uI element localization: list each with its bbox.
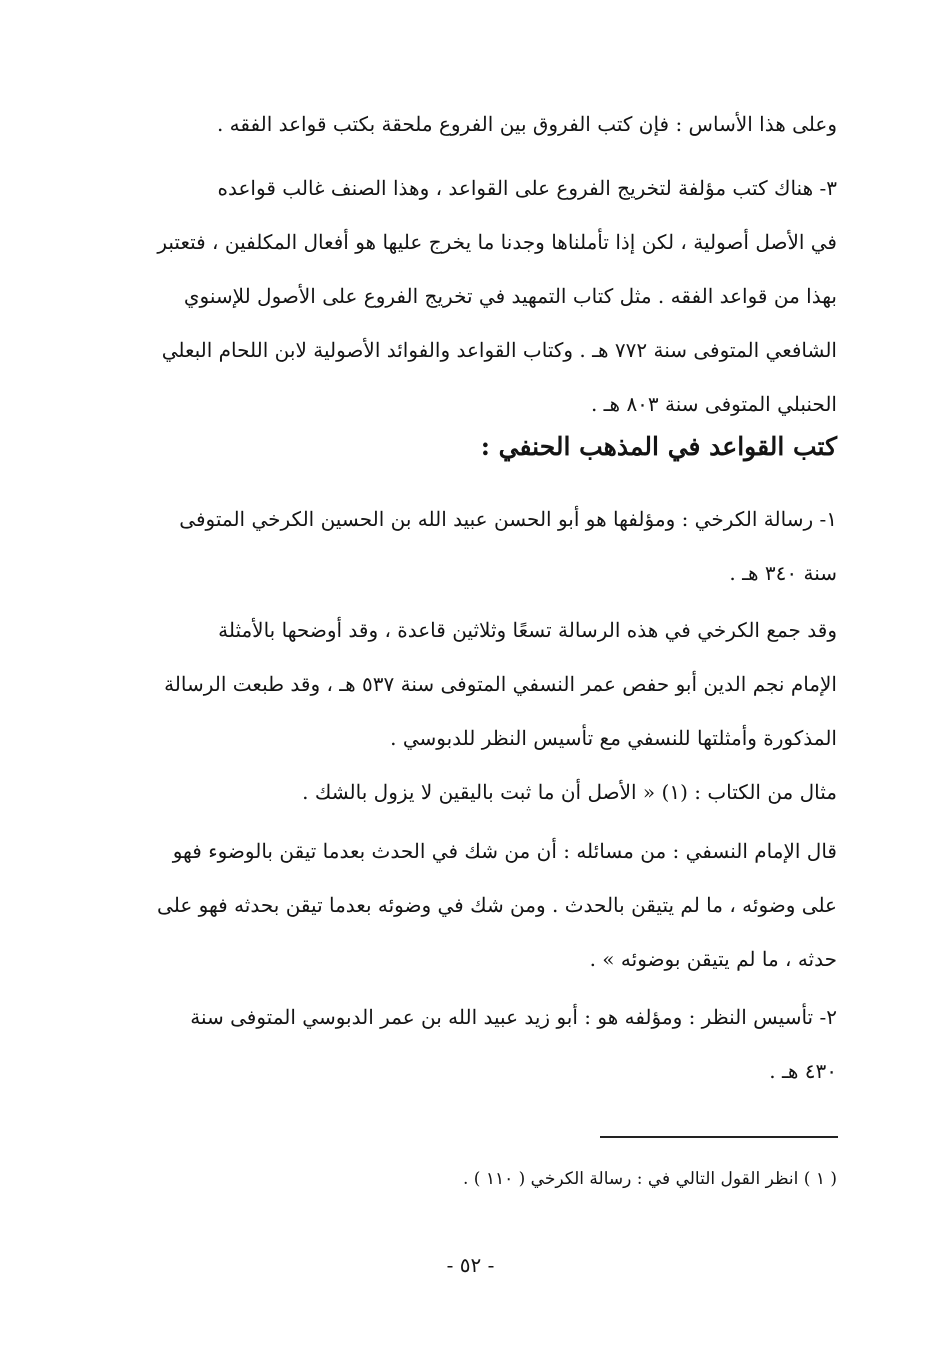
paragraph-tasis (92, 990, 837, 1098)
paragraph-item-3 (92, 161, 837, 431)
text-line: في الأصل أصولية ، لكن إذا تأملناها وجدنا ما يخرج عليها هو أفعال المكلفين ، فتعتبر (157, 230, 837, 254)
text-line: ١- رسالة الكرخي : ومؤلفها هو أبو الحسن عبيد الله بن الحسين الكرخي المتوفى (179, 507, 837, 531)
text-line: حدثه ، ما لم يتيقن بوضوئه » . (589, 947, 837, 971)
paragraph-example (92, 765, 837, 819)
text-line: الإمام نجم الدين أبو حفص عمر النسفي المتوفى سنة ٥٣٧ هـ ، وقد طبعت الرسالة (164, 672, 837, 696)
text-line: بهذا من قواعد الفقه . مثل كتاب التمهيد في تخريج الفروع على الأصول للإسنوي (183, 284, 837, 308)
footnote-divider (600, 1136, 838, 1138)
paragraph-karkhi (92, 492, 837, 600)
text-line: على وضوئه ، ما لم يتيقن بالحدث . ومن شك في وضوئه بعدما تيقن بحدثه فهو على (157, 893, 837, 917)
text-line: المذكورة وأمثلتها للنسفي مع تأسيس النظر للدبوسي . (390, 726, 837, 750)
text-line: الحنبلي المتوفى سنة ٨٠٣ هـ . (590, 392, 837, 416)
text-line: ٣- هناك كتب مؤلفة لتخريج الفروع على القواعد ، وهذا الصنف غالب قواعده (217, 176, 837, 200)
paragraph-intro (92, 97, 837, 151)
text-line: وقد جمع الكرخي في هذه الرسالة تسعًا وثلاثين قاعدة ، وقد أوضحها بالأمثلة (218, 618, 837, 642)
text-line: قال الإمام النسفي : من مسائله : أن من شك في الحدث بعدما تيقن بالوضوء فهو (172, 839, 837, 863)
text-line: سنة ٣٤٠ هـ . (729, 561, 837, 585)
text-line: وعلى هذا الأساس : فإن كتب الفروق بين الفروع ملحقة بكتب قواعد الفقه . (216, 112, 837, 136)
footnote: ( ١ ) انظر القول التالي في : رسالة الكرخي ( ١١٠ ) . (462, 1169, 837, 1189)
page-number: - ٥٢ - (446, 1253, 495, 1277)
section-heading: كتب القواعد في المذهب الحنفي : (480, 432, 837, 461)
text-line: مثال من الكتاب : (١) « الأصل أن ما ثبت باليقين لا يزول بالشك . (302, 780, 837, 804)
text-line: ٤٣٠ هـ . (769, 1059, 837, 1083)
text-line: الشافعي المتوفى سنة ٧٧٢ هـ . وكتاب القواعد والفوائد الأصولية لابن اللحام البعلي (161, 338, 837, 362)
paragraph-collection (92, 603, 837, 765)
paragraph-nasafi (92, 824, 837, 986)
text-line: ٢- تأسيس النظر : ومؤلفه هو : أبو زيد عبيد الله بن عمر الدبوسي المتوفى سنة (190, 1005, 837, 1029)
